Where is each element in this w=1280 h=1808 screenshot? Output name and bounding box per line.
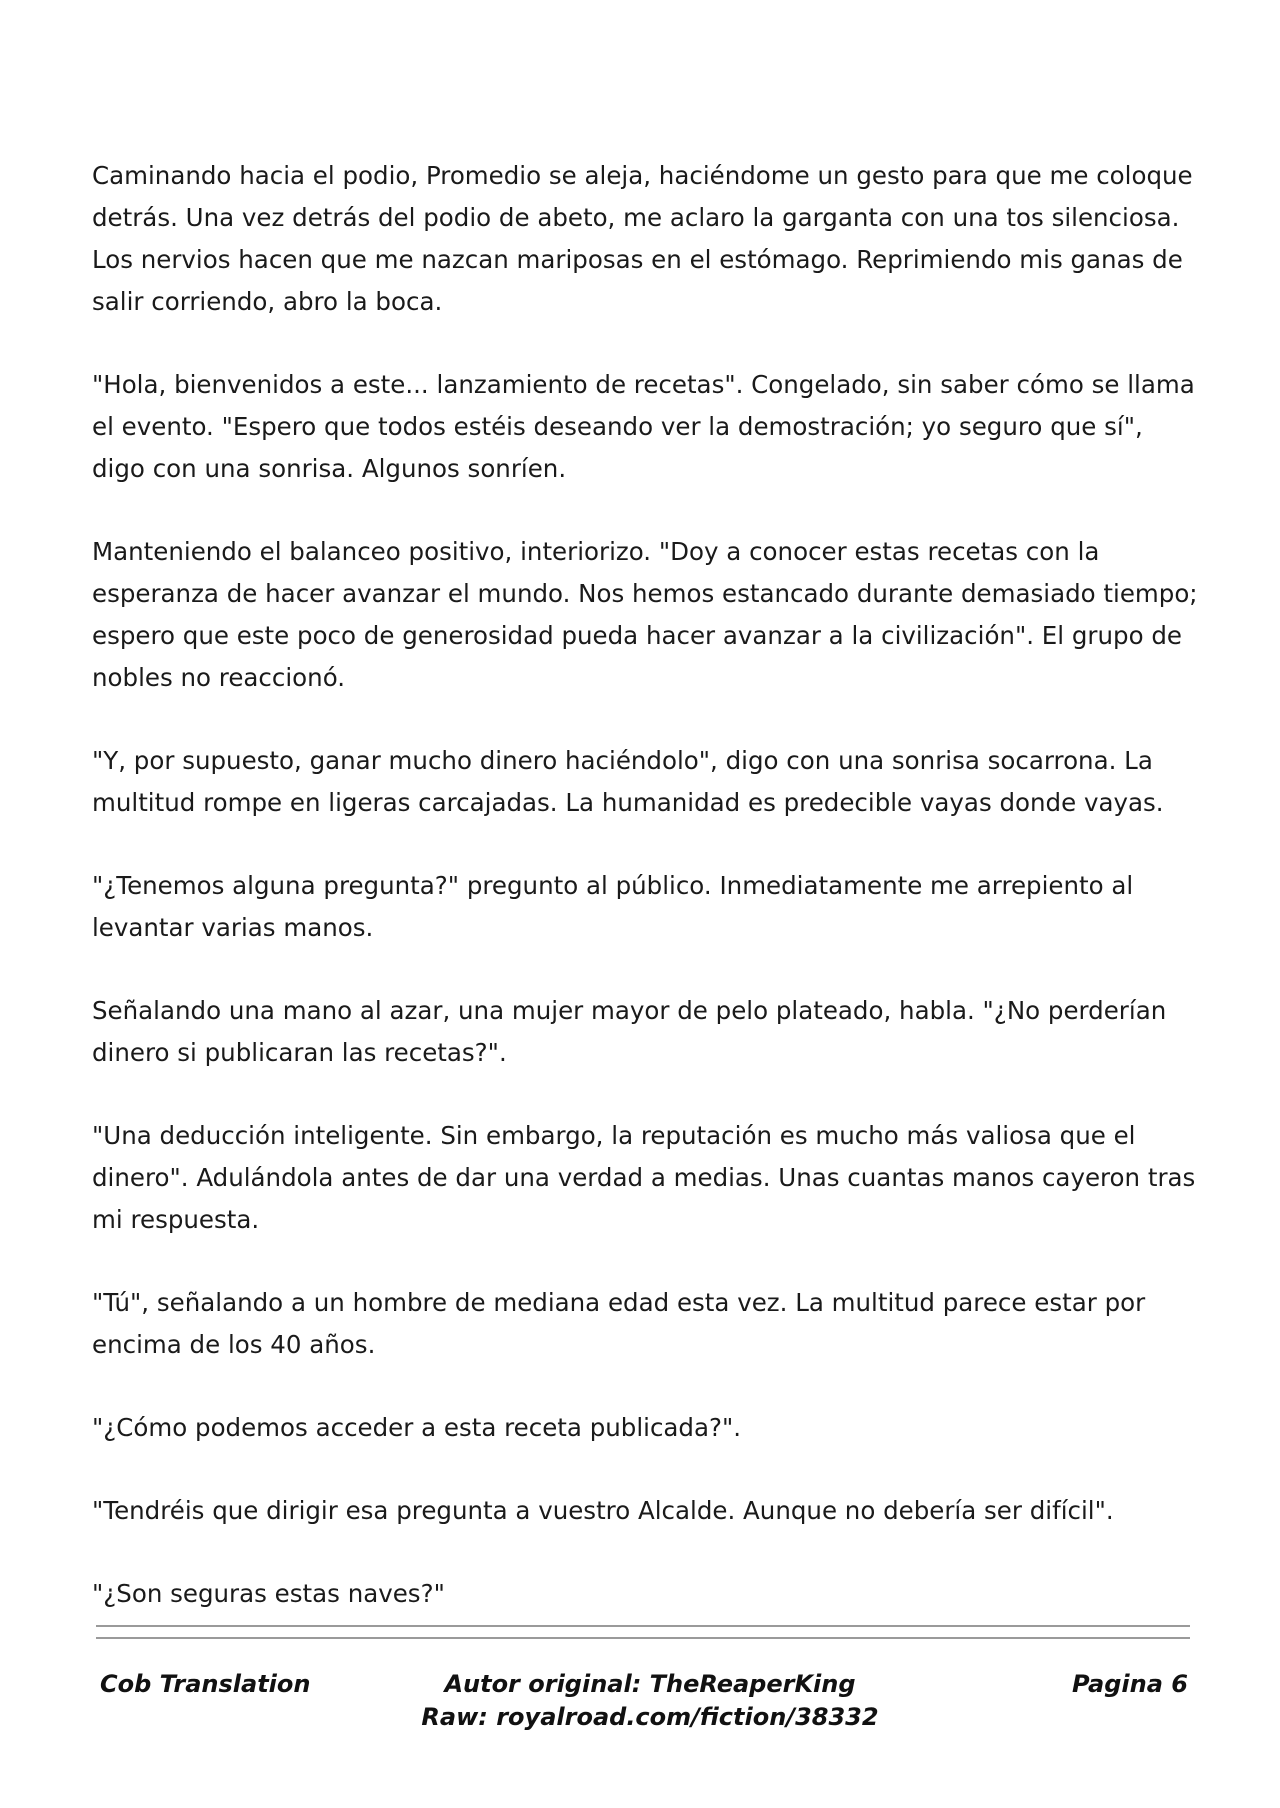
- paragraph: Señalando una mano al azar, una mujer mayor de pelo plateado, habla. "¿No perderían dinero si publicaran las recetas?".: [92, 996, 1167, 1067]
- footer-raw-source: Raw: royalroad.com/fiction/38332: [421, 1703, 879, 1731]
- footer-page-number: Pagina 6: [1072, 1670, 1188, 1698]
- footer-credits: [340, 1668, 960, 1734]
- footer-author: Autor original: TheReaperKing: [444, 1670, 856, 1698]
- paragraph: "Tú", señalando a un hombre de mediana edad esta vez. La multitud parece estar por encima de los 40 años.: [92, 1288, 1146, 1359]
- paragraph: Caminando hacia el podio, Promedio se aleja, haciéndome un gesto para que me coloque detrás. Una vez detrás del podio de abeto, me aclaro la garganta con una tos silenciosa. Los nervios hacen que me nazcan mariposas en el estómago. Reprimiendo mis ganas de salir corriendo, abro la boca.: [92, 161, 1193, 316]
- footer-divider-bottom: [96, 1637, 1190, 1639]
- paragraph: "Hola, bienvenidos a este... lanzamiento de recetas". Congelado, sin saber cómo se llama el evento. "Espero que todos estéis deseando ver la demostración; yo seguro que sí", digo con una sonrisa. Algunos sonríen.: [92, 370, 1195, 483]
- body-text: [92, 155, 1202, 1656]
- paragraph: "Y, por supuesto, ganar mucho dinero haciéndolo", digo con una sonrisa socarrona. La multitud rompe en ligeras carcajadas. La humanidad es predecible vayas donde vayas.: [92, 746, 1164, 817]
- paragraph: "¿Son seguras estas naves?": [92, 1579, 445, 1608]
- footer-translator: Cob Translation: [100, 1670, 311, 1698]
- paragraph: "¿Cómo podemos acceder a esta receta publicada?".: [92, 1413, 742, 1442]
- footer-divider-top: [96, 1625, 1190, 1627]
- paragraph: "¿Tenemos alguna pregunta?" pregunto al público. Inmediatamente me arrepiento al levantar varias manos.: [92, 871, 1134, 942]
- paragraph: "Una deducción inteligente. Sin embargo, la reputación es mucho más valiosa que el dinero". Adulándola antes de dar una verdad a medias. Unas cuantas manos cayeron tras mi respuesta.: [92, 1121, 1196, 1234]
- paragraph: "Tendréis que dirigir esa pregunta a vuestro Alcalde. Aunque no debería ser difícil".: [92, 1496, 1114, 1525]
- paragraph: Manteniendo el balanceo positivo, interiorizo. "Doy a conocer estas recetas con la esperanza de hacer avanzar el mundo. Nos hemos estancado durante demasiado tiempo; espero que este poco de generosidad pueda hacer avanzar a la civilización". El grupo de nobles no reaccionó.: [92, 537, 1198, 692]
